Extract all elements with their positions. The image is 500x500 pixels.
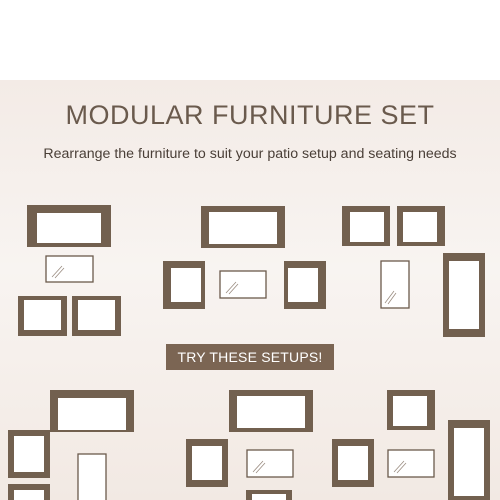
page-title: MODULAR FURNITURE SET (65, 100, 435, 130)
armchair-piece (332, 439, 374, 487)
try-setups-button[interactable]: TRY THESE SETUPS! (166, 344, 334, 370)
coffee-table (388, 450, 434, 477)
armchair-piece (387, 390, 435, 430)
page-subtitle: Rearrange the furniture to suit your patio setup and seating needs (43, 146, 457, 162)
sofa-piece (448, 420, 490, 500)
